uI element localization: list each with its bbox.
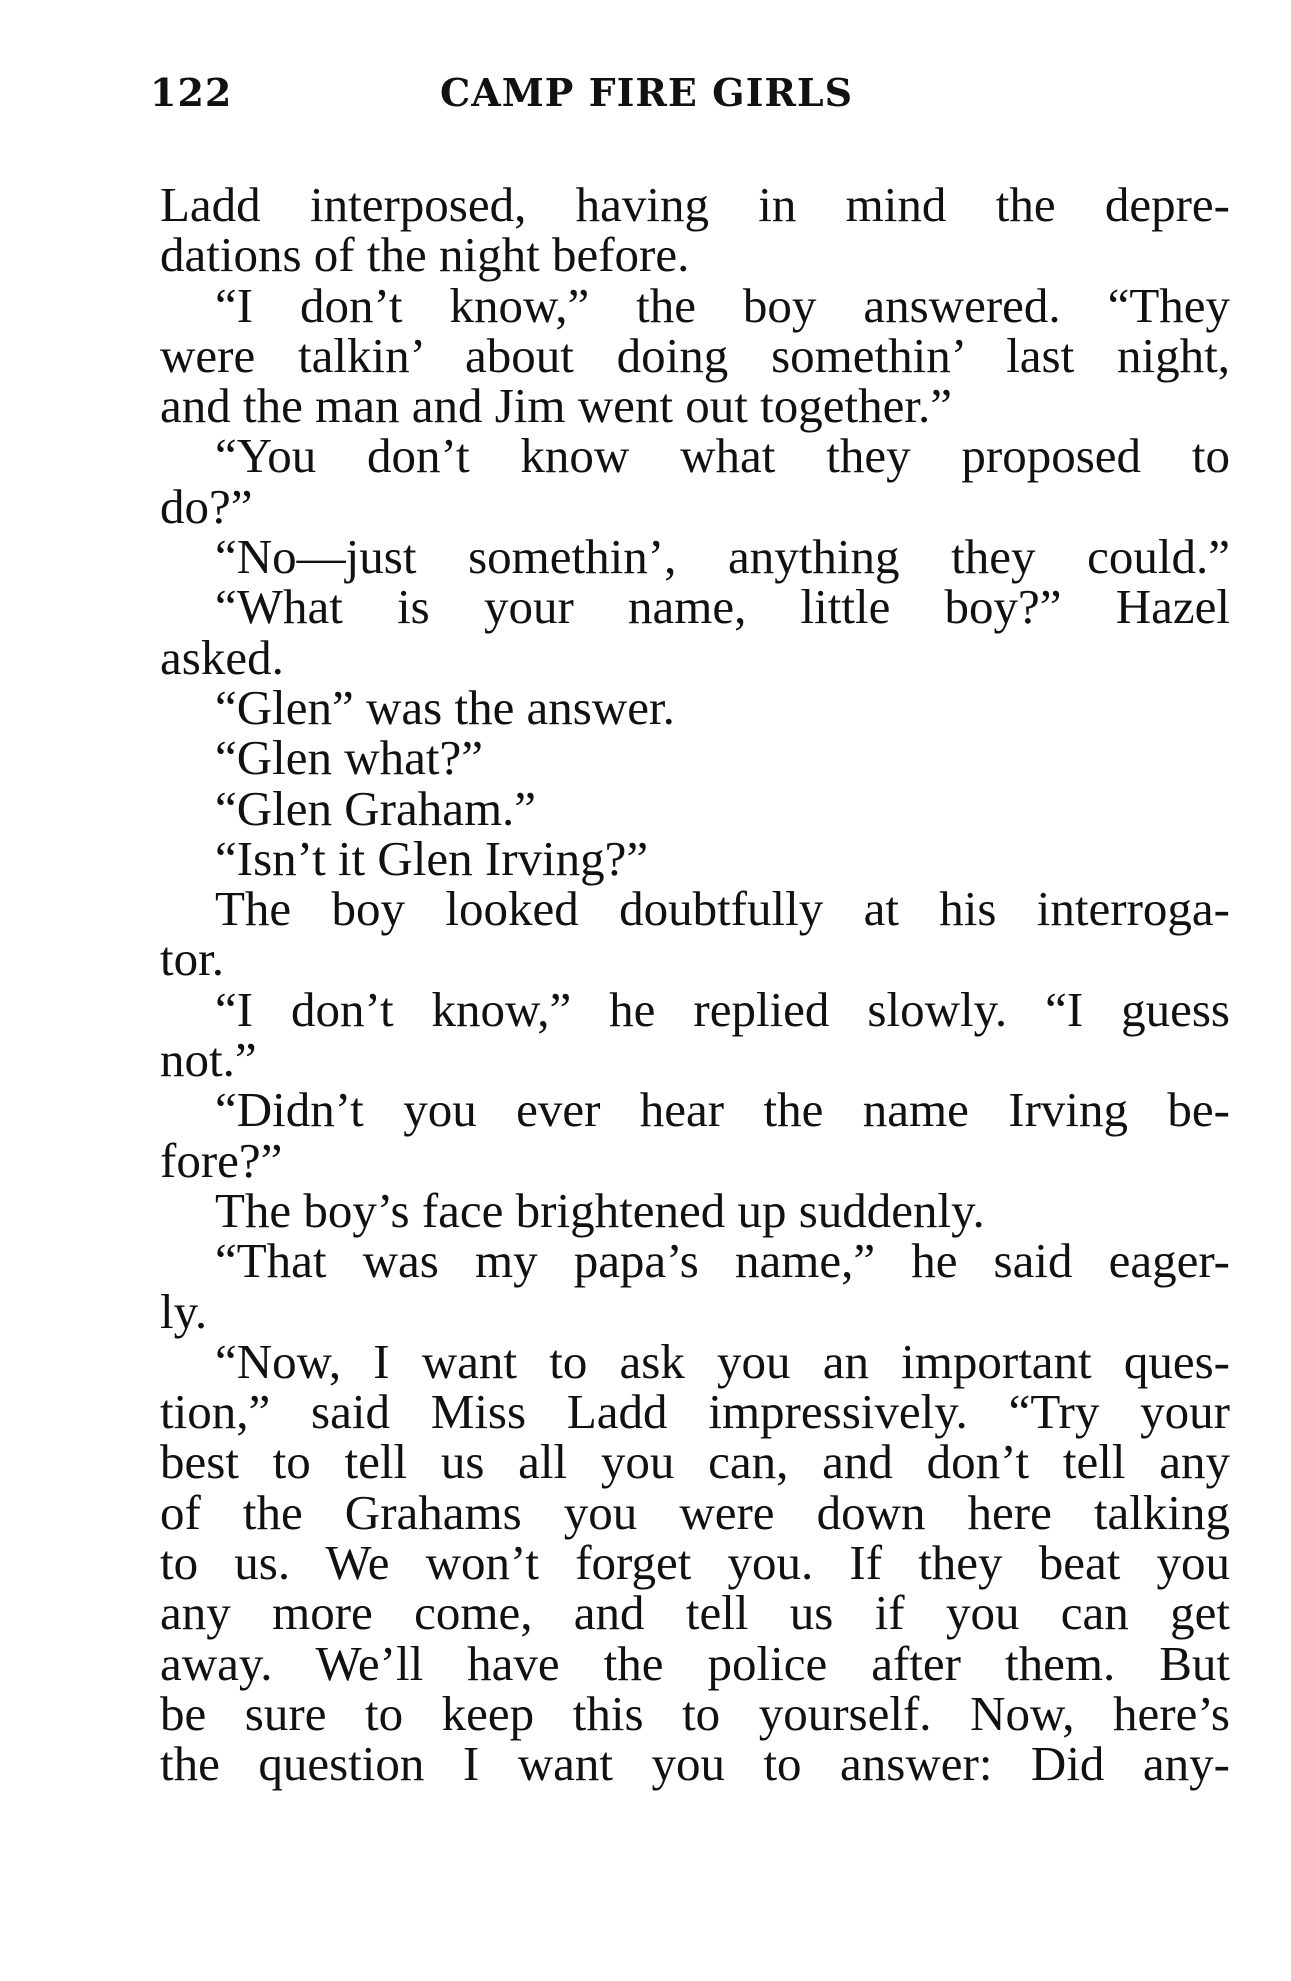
text-line: be sure to keep this to yourself. Now, here’s: [160, 1685, 1230, 1741]
text-line: “You don’t know what they proposed to: [215, 428, 1230, 484]
text-line: “I don’t know,” he replied slowly. “I guess: [215, 981, 1230, 1037]
text-line: were talkin’ about doing somethin’ last night,: [160, 327, 1230, 383]
text-line: any more come, and tell us if you can get: [160, 1585, 1230, 1641]
text-line: not.”: [160, 1032, 257, 1088]
text-line: “Glen what?”: [215, 730, 483, 786]
text-line: “Glen” was the answer.: [215, 679, 675, 735]
text-line: The boy’s face brightened up suddenly.: [215, 1182, 985, 1238]
text-line: fore?”: [160, 1132, 283, 1188]
text-line: “That was my papa’s name,” he said eager-: [215, 1233, 1230, 1289]
text-line: “No—just somethin’, anything they could.”: [215, 529, 1230, 585]
running-title: CAMP FIRE GIRLS: [440, 70, 854, 115]
text-line: of the Grahams you were down here talking: [160, 1484, 1230, 1540]
text-line: dations of the night before.: [160, 227, 690, 283]
text-line: best to tell us all you can, and don’t tell any: [160, 1434, 1230, 1490]
text-line: “What is your name, little boy?” Hazel: [215, 579, 1230, 635]
page-number: 122: [150, 70, 233, 115]
text-line: “Now, I want to ask you an important ques-: [215, 1333, 1230, 1389]
text-line: “I don’t know,” the boy answered. “They: [215, 277, 1230, 333]
text-line: away. We’ll have the police after them. But: [160, 1635, 1230, 1691]
text-line: the question I want you to answer: Did any-: [160, 1736, 1230, 1792]
text-line: “Didn’t you ever hear the name Irving be-: [215, 1082, 1230, 1138]
text-line: ly.: [160, 1283, 208, 1339]
body-text: [160, 177, 1230, 1792]
text-line: asked.: [160, 629, 284, 685]
text-line: The boy looked doubtfully at his interroga-: [215, 881, 1230, 937]
text-line: Ladd interposed, having in mind the depre-: [160, 177, 1230, 232]
text-line: to us. We won’t forget you. If they beat you: [160, 1535, 1230, 1591]
page-header: [150, 70, 1150, 130]
text-line: tion,” said Miss Ladd impressively. “Try your: [160, 1384, 1230, 1440]
text-line: tor.: [160, 931, 224, 987]
text-line: and the man and Jim went out together.”: [160, 378, 952, 434]
text-line: “Isn’t it Glen Irving?”: [215, 830, 649, 886]
text-line: “Glen Graham.”: [215, 780, 537, 836]
text-line: do?”: [160, 478, 253, 534]
